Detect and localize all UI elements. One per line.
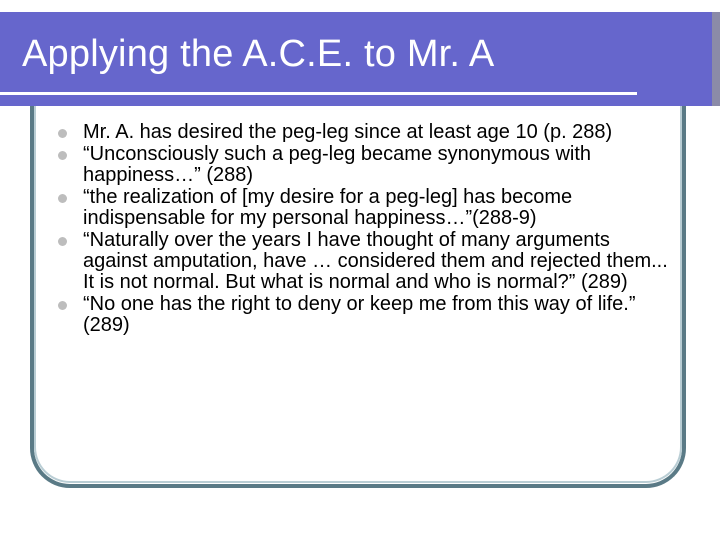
bullet-list — [58, 122, 678, 337]
title-underline — [0, 92, 637, 95]
bullet-icon — [58, 237, 67, 246]
slide-title: Applying the A.C.E. to Mr. A — [22, 33, 495, 75]
bullet-icon — [58, 129, 67, 138]
bullet-icon — [58, 151, 67, 160]
bullet-item — [58, 187, 678, 229]
bullet-item — [58, 294, 678, 336]
bullet-text: Mr. A. has desired the peg-leg since at least age 10 (p. 288) — [83, 121, 613, 143]
bullet-item — [58, 144, 678, 186]
bullet-icon — [58, 301, 67, 310]
bullet-text: “Unconsciously such a peg-leg became synonymous with happiness…” (288) — [83, 143, 592, 186]
bullet-icon — [58, 194, 67, 203]
title-band-edge — [712, 12, 720, 106]
bullet-item — [58, 230, 678, 293]
bullet-item — [58, 122, 678, 143]
bullet-text: “No one has the right to deny or keep me from this way of life.” (289) — [83, 293, 636, 336]
bullet-text: “Naturally over the years I have thought of many arguments against amputation, have … considered them and rejected them... It is not normal. But what is normal and who is normal?” (289) — [83, 229, 668, 293]
bullet-text: “the realization of [my desire for a peg-leg] has become indispensable for my personal happiness…”(288-9) — [83, 186, 573, 229]
